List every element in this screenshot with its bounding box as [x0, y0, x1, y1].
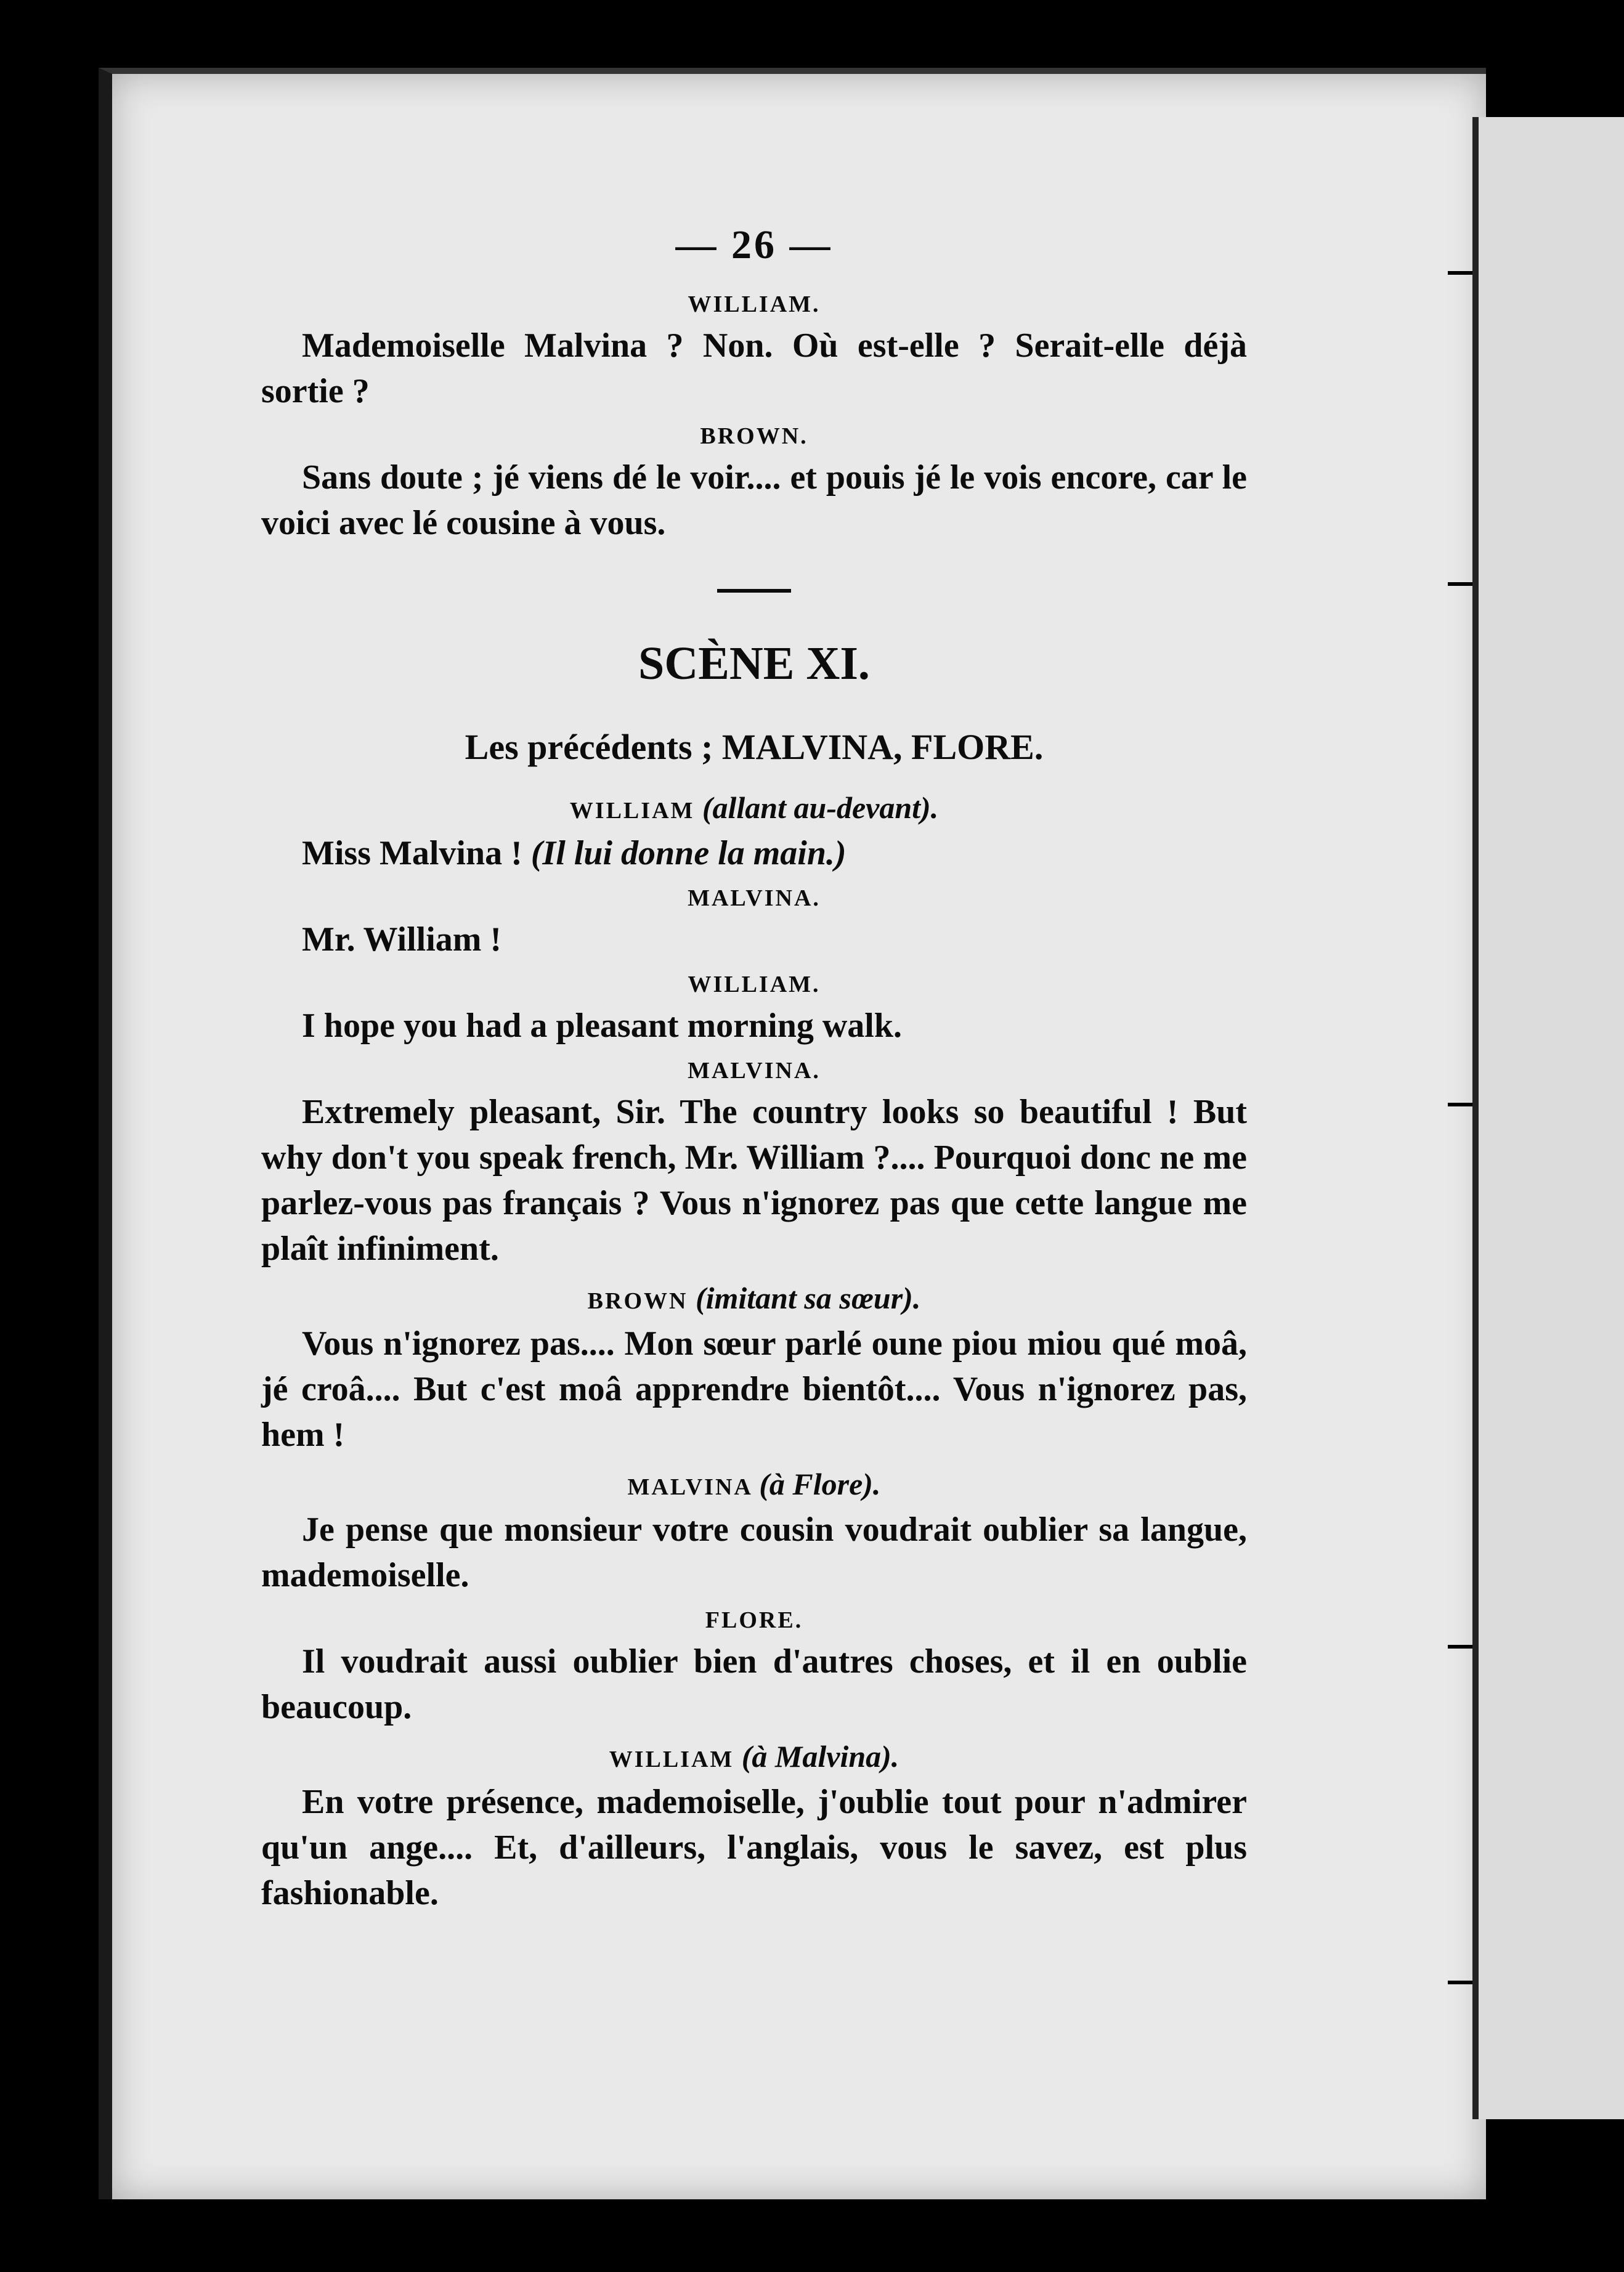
- speaker-name: FLORE.: [705, 1607, 803, 1633]
- stage-direction: (à Malvina).: [741, 1739, 899, 1774]
- speaker-name: BROWN: [587, 1288, 688, 1314]
- speaker-heading: [261, 1466, 1247, 1502]
- speaker-name: WILLIAM.: [688, 972, 821, 997]
- dialogue-line: En votre présence, mademoiselle, j'oublie tout pour n'admirer qu'un ange.... Et, d'ailleurs, l'anglais, vous le savez, est plus fashionable.: [261, 1783, 1247, 1912]
- speaker-name: WILLIAM: [609, 1747, 734, 1772]
- dialogue-line: I hope you had a pleasant morning walk.: [302, 1007, 903, 1045]
- dialogue-line: [261, 830, 1247, 876]
- speaker-name: BROWN.: [700, 423, 808, 449]
- speaker-heading: [261, 1738, 1247, 1774]
- binding-stitch: [1448, 1645, 1472, 1649]
- dialogue-text: Miss Malvina !: [302, 834, 522, 872]
- dialogue-line: Je pense que monsieur votre cousin voudrait oublier sa langue, mademoiselle.: [261, 1511, 1247, 1594]
- page-number: — 26 —: [675, 222, 833, 267]
- dialogue-line: Sans doute ; jé viens dé le voir.... et pouis jé le vois encore, car le voici avec lé cousine à vous.: [261, 458, 1247, 542]
- binding-stitch: [1448, 1981, 1472, 1984]
- speaker-heading: [261, 790, 1247, 826]
- page-text: [261, 222, 1247, 1925]
- section-divider: [717, 589, 791, 593]
- speaker-heading: [261, 1280, 1247, 1316]
- stage-direction: (Il lui donne la main.): [530, 834, 847, 872]
- binding-stitch: [1448, 271, 1472, 275]
- binding-stitch: [1448, 582, 1472, 586]
- dialogue-line: Mr. William !: [302, 920, 502, 959]
- dialogue-line: Il voudrait aussi oublier bien d'autres choses, et il en oublie beaucoup.: [261, 1642, 1247, 1726]
- speaker-name: MALVINA.: [688, 1058, 821, 1084]
- stage-direction: (à Flore).: [759, 1467, 881, 1501]
- stage-direction: (allant au-devant).: [702, 790, 939, 825]
- scene-cast: Les précédents ; MALVINA, FLORE.: [465, 727, 1044, 767]
- speaker-name: WILLIAM.: [688, 291, 821, 317]
- speaker-name: MALVINA: [627, 1474, 752, 1500]
- dialogue-line: Vous n'ignorez pas.... Mon sœur parlé oune piou miou qué moâ, jé croâ.... But c'est moâ apprendre bientôt.... Vous n'ignorez pas, hem !: [261, 1325, 1247, 1454]
- speaker-name: MALVINA.: [688, 885, 821, 911]
- stage-direction: (imitant sa sœur).: [695, 1281, 921, 1315]
- binding-stitch: [1448, 1103, 1472, 1106]
- speaker-name: WILLIAM: [569, 798, 695, 824]
- dialogue-line: Mademoiselle Malvina ? Non. Où est-elle ? Serait-elle déjà sortie ?: [261, 327, 1247, 410]
- facing-page-edge: [1472, 117, 1624, 2119]
- dialogue-line: Extremely pleasant, Sir. The country looks so beautiful ! But why don't you speak french, Mr. William ?.... Pourquoi donc ne me parlez-vous pas français ? Vous n'ignorez pas que cette langue me plaît infiniment.: [261, 1093, 1247, 1268]
- scene-title: SCÈNE XI.: [638, 638, 870, 689]
